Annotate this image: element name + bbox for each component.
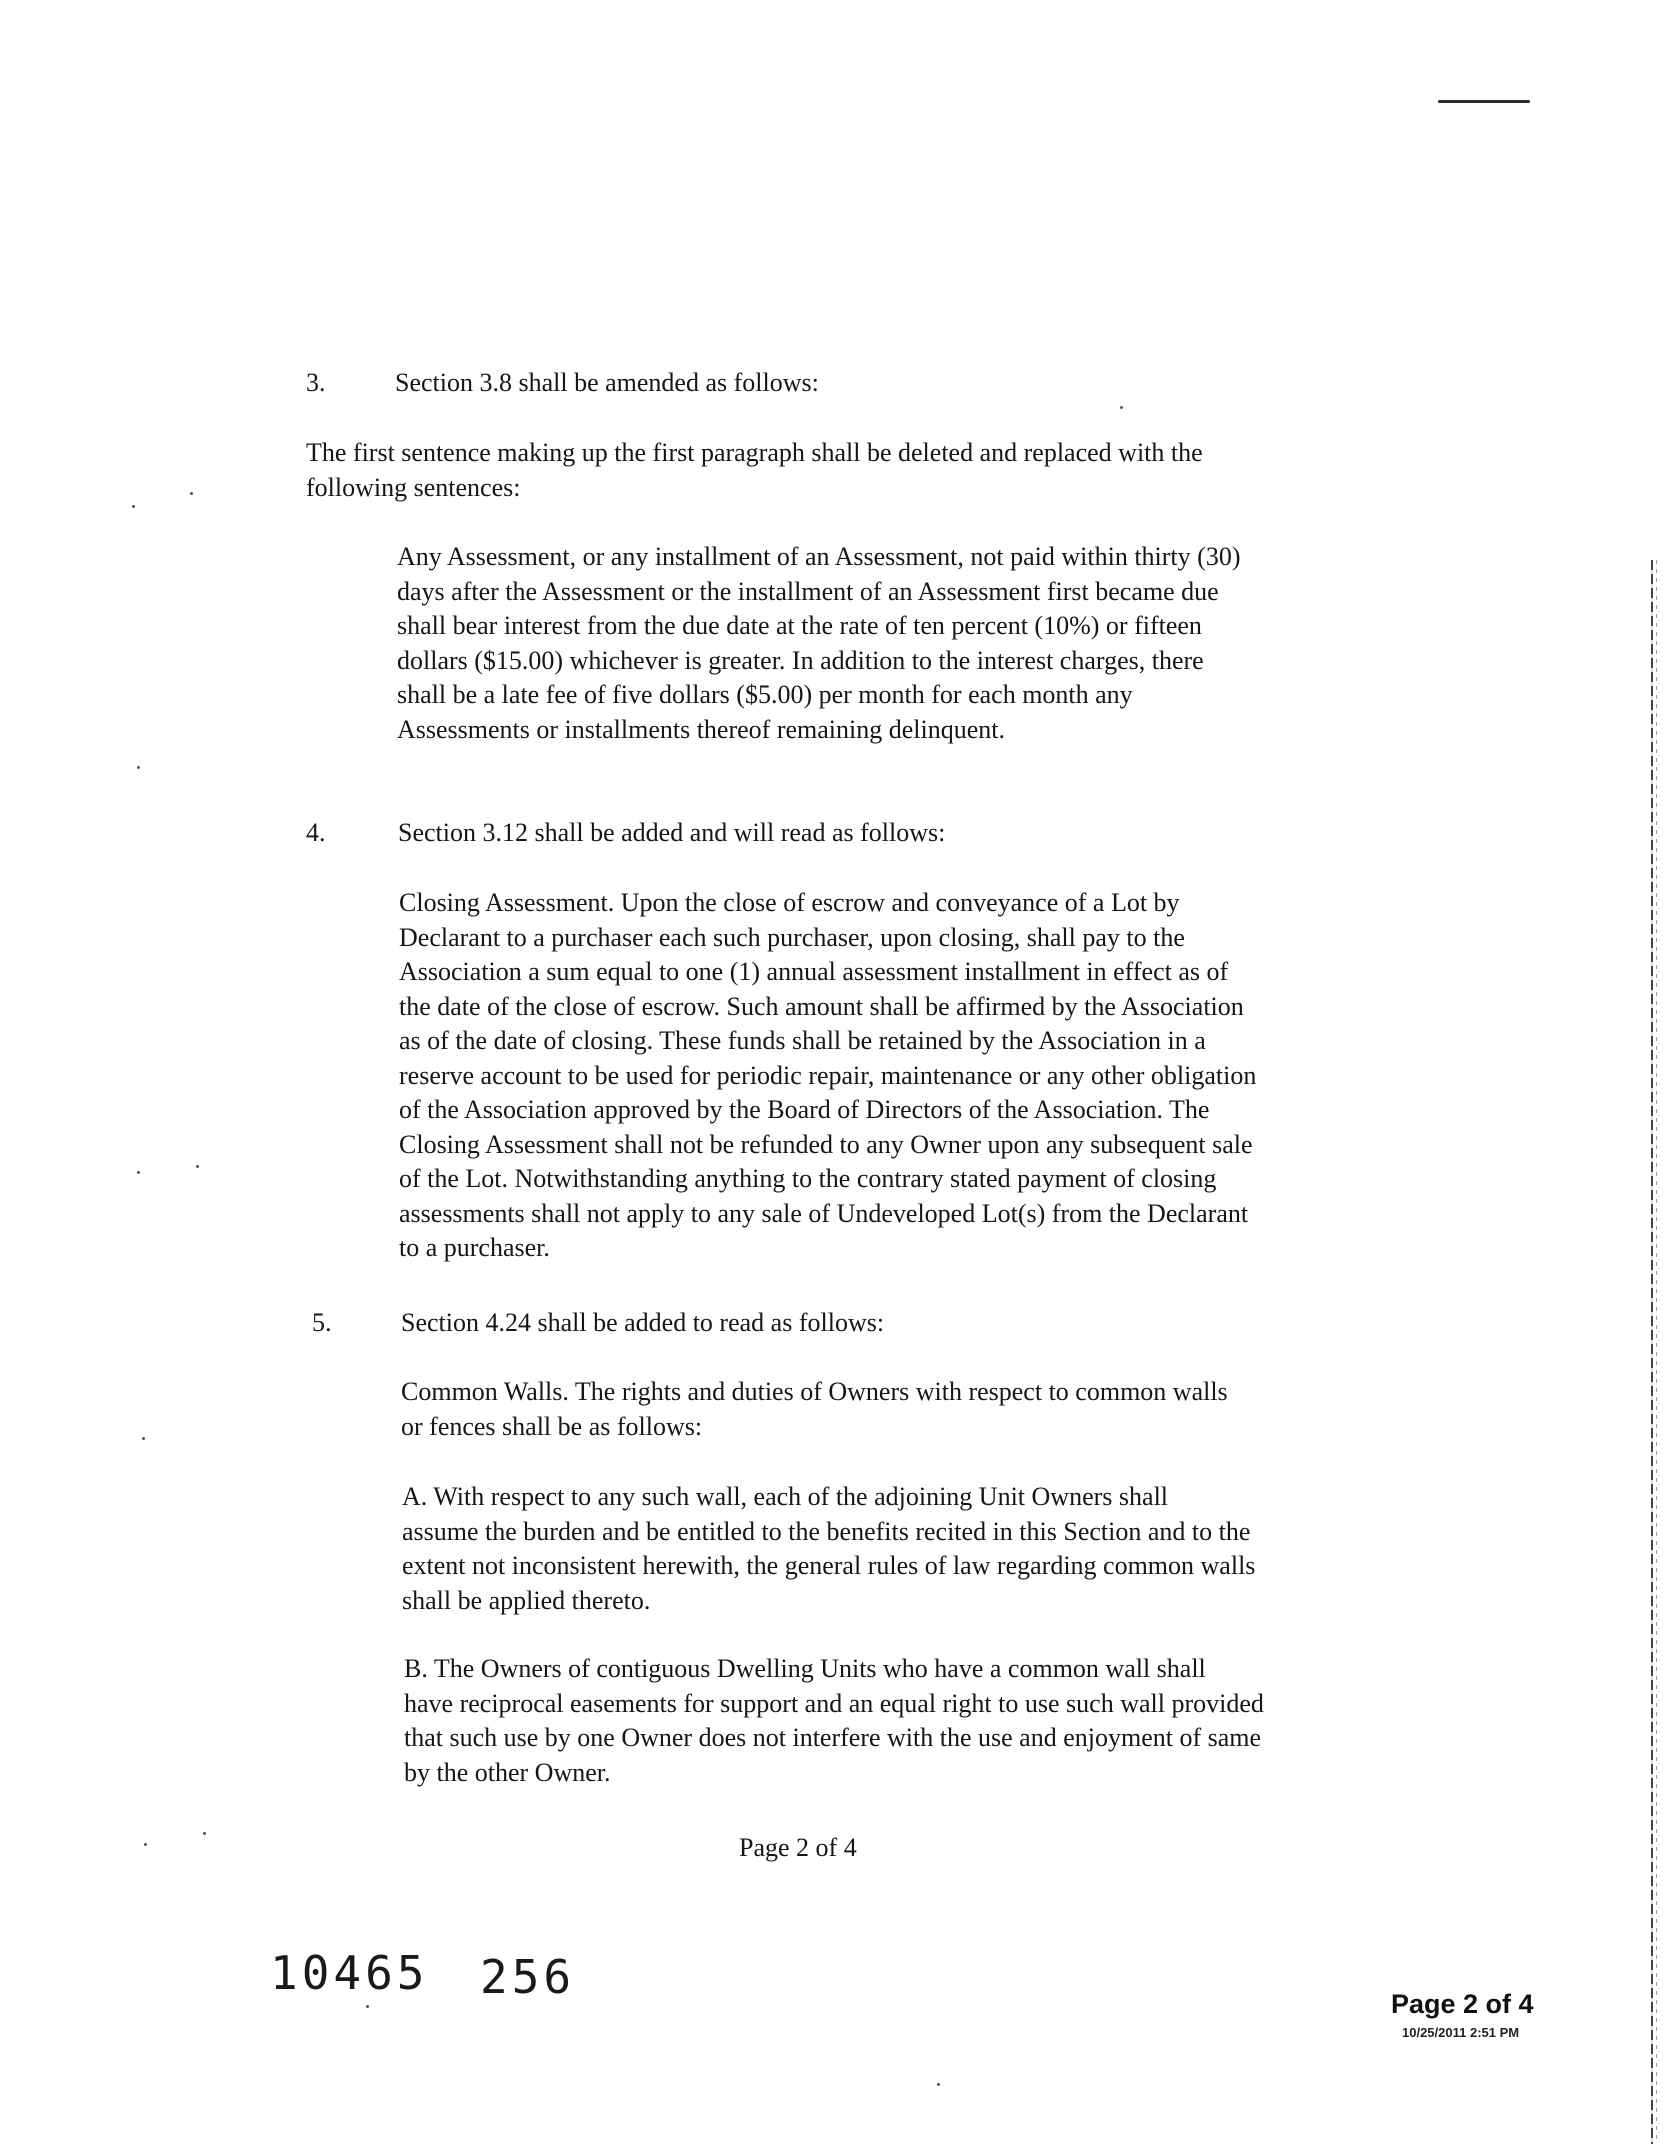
section-3-intro-line: The first sentence making up the first paragraph shall be deleted and replaced with the: [306, 438, 1203, 467]
scan-speck: [142, 1437, 145, 1440]
section-3-number: 3.: [306, 368, 326, 397]
section-5-para-a-line: A. With respect to any such wall, each of the adjoining Unit Owners shall: [402, 1482, 1169, 1511]
scan-speck: [366, 2005, 369, 2008]
section-5-number: 5.: [312, 1308, 332, 1337]
section-4-heading: Section 3.12 shall be added and will read as follows:: [398, 818, 946, 847]
scan-speck: [1120, 406, 1123, 409]
section-5-para-b-line: B. The Owners of contiguous Dwelling Units who have a common wall shall: [404, 1654, 1206, 1683]
section-4-body-line: assessments shall not apply to any sale of Undeveloped Lot(s) from the Declarant: [399, 1198, 1249, 1228]
section-3-intro: [306, 436, 1203, 505]
section-5-intro: [401, 1375, 1228, 1444]
section-5-para-b-line: by the other Owner.: [404, 1757, 611, 1787]
section-4-body-line: of the Association approved by the Board of Directors of the Association. The: [399, 1095, 1210, 1124]
section-3-heading: Section 3.8 shall be amended as follows:: [395, 368, 819, 397]
section-3-body-line: Assessments or installments thereof remaining delinquent.: [397, 714, 1005, 744]
section-5-para-b: [404, 1652, 1264, 1790]
section-3-intro-line: following sentences:: [306, 472, 521, 502]
scan-speck: [196, 1165, 199, 1168]
scan-speck: [137, 766, 140, 769]
book-number: 10465: [270, 1946, 429, 2000]
scan-speck: [144, 1843, 147, 1846]
section-3-body-line: shall bear interest from the due date at the rate of ten percent (10%) or fifteen: [397, 611, 1202, 640]
scan-mark: [1438, 100, 1530, 103]
section-3-body: [397, 540, 1240, 747]
section-5-para-a: [402, 1480, 1255, 1618]
section-4-body-line: to a purchaser.: [399, 1233, 550, 1262]
scan-speck: [137, 1171, 140, 1174]
section-5-para-a-line: extent not inconsistent herewith, the general rules of law regarding common walls: [402, 1551, 1256, 1580]
scan-edge: [1651, 560, 1653, 2144]
page-number: 256: [480, 1950, 576, 2004]
recorder-stamp-page: Page 2 of 4: [1391, 1989, 1534, 2019]
section-3-body-line: shall be a late fee of five dollars ($5.00) per month for each month any: [397, 680, 1133, 709]
scan-speck: [937, 2083, 940, 2086]
section-3-body-line: Any Assessment, or any installment of an Assessment, not paid within thirty (30): [397, 542, 1241, 571]
section-4-body-line: Association a sum equal to one (1) annual assessment installment in effect as of: [399, 957, 1229, 986]
section-3-body-line: dollars ($15.00) whichever is greater. In addition to the interest charges, there: [397, 645, 1204, 675]
scan-speck: [203, 1832, 206, 1835]
section-3-body-line: days after the Assessment or the installment of an Assessment first became due: [397, 576, 1219, 606]
section-4-body-line: Declarant to a purchaser each such purchaser, upon closing, shall pay to the: [399, 922, 1185, 952]
recorder-stamp-datetime: 10/25/2011 2:51 PM: [1402, 2025, 1520, 2040]
section-4-number: 4.: [306, 818, 326, 847]
section-4-body-line: Closing Assessment. Upon the close of escrow and conveyance of a Lot by: [399, 888, 1180, 917]
section-5-intro-line: Common Walls. The rights and duties of Owners with respect to common walls: [401, 1377, 1228, 1406]
section-4-body: [399, 886, 1256, 1266]
scan-edge: [1656, 560, 1657, 2144]
section-4-body-line: the date of the close of escrow. Such amount shall be affirmed by the Association: [399, 991, 1244, 1021]
page-footer-label: Page 2 of 4: [739, 1833, 857, 1862]
section-5-para-a-line: assume the burden and be entitled to the benefits recited in this Section and to the: [402, 1516, 1251, 1546]
section-5-para-b-line: that such use by one Owner does not interfere with the use and enjoyment of same: [404, 1723, 1262, 1752]
scan-speck: [132, 505, 135, 508]
section-5-para-b-line: have reciprocal easements for support and an equal right to use such wall provided: [404, 1688, 1264, 1718]
section-4-body-line: Closing Assessment shall not be refunded to any Owner upon any subsequent sale: [399, 1129, 1253, 1159]
scan-speck: [190, 492, 193, 495]
section-5-para-a-line: shall be applied thereto.: [402, 1585, 651, 1615]
section-5-intro-line: or fences shall be as follows:: [401, 1411, 703, 1441]
section-4-body-line: reserve account to be used for periodic repair, maintenance or any other obligation: [399, 1060, 1257, 1090]
section-4-body-line: of the Lot. Notwithstanding anything to the contrary stated payment of closing: [399, 1164, 1217, 1193]
section-4-body-line: as of the date of closing. These funds shall be retained by the Association in a: [399, 1026, 1206, 1055]
section-5-heading: Section 4.24 shall be added to read as follows:: [401, 1308, 885, 1337]
